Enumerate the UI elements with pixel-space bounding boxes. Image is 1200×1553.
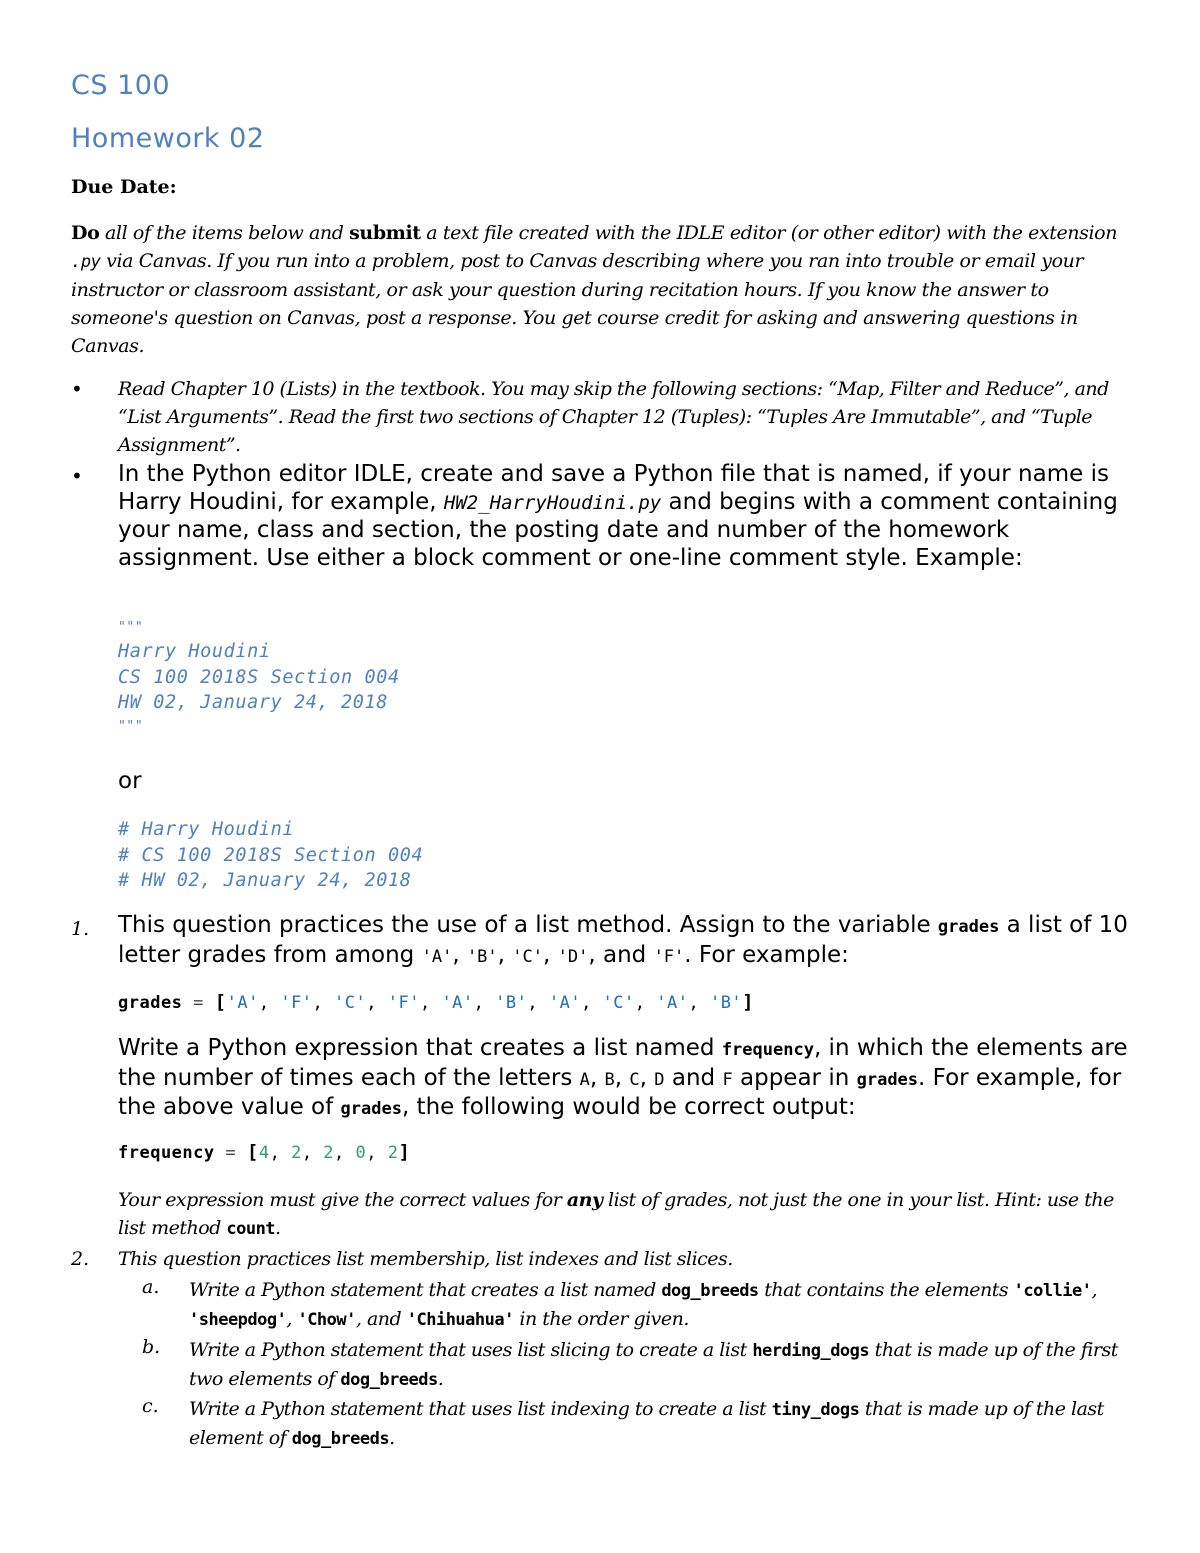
- course-title: CS 100: [71, 70, 171, 101]
- q2-part-c: Write a Python statement that uses list indexing to create a list tiny_dogs that is made up of the last element of dog_breeds.: [189, 1398, 1104, 1449]
- frequency-value: 4: [258, 1143, 270, 1163]
- frequency-value: 2: [291, 1143, 302, 1163]
- q2-part-a: Write a Python statement that creates a list named dog_breeds that contains the elements 'collie', 'sheepdog', 'Chow', and 'Chihuahua' in the order given.: [189, 1279, 1098, 1330]
- grade-value: 'A': [441, 993, 474, 1013]
- line-comment-example: # Harry Houdini # CS 100 2018S Section 004 # HW 02, January 24, 2018: [118, 819, 424, 891]
- q2-part-b: Write a Python statement that uses list slicing to create a list herding_dogs that is made up of the first two elements of dog_breeds.: [189, 1339, 1118, 1390]
- grade-value: 'B': [709, 993, 743, 1013]
- q2-intro: This question practices list membership, list indexes and list slices.: [118, 1248, 733, 1270]
- frequency-value: 2: [387, 1143, 399, 1163]
- example-filename: HW2_HarryHoudini.py: [443, 491, 662, 514]
- or-label: or: [118, 768, 142, 794]
- py-extension: .py: [71, 252, 101, 272]
- frequency-value: 0: [355, 1143, 367, 1163]
- bullet-marker: •: [71, 464, 83, 488]
- grade-value: 'B': [495, 993, 528, 1013]
- q1-note: Your expression must give the correct values for any list of grades, not just the one in your list. Hint: use the list method count.: [118, 1189, 1114, 1239]
- grades-code-line: grades = ['A', 'F', 'C', 'F', 'A', 'B', 'A', 'C', 'A', 'B']: [118, 991, 755, 1013]
- due-date-label: Due Date:: [71, 176, 177, 198]
- grade-value: 'A': [656, 993, 689, 1013]
- bullet-marker: •: [71, 377, 83, 401]
- grade-value: 'F': [387, 993, 420, 1013]
- grade-value: 'A': [226, 993, 259, 1013]
- q1-intro: This question practices the use of a list method. Assign to the variable grades a list of 10 letter grades from among 'A', 'B', 'C', 'D', and 'F'. For example:: [118, 912, 1128, 968]
- intro-paragraph: Do all of the items below and submit a text file created with the IDLE editor (or other editor) with the extension .py via Canvas. If you run into a problem, post to Canvas describing where you ran into trouble or email your instructor or classroom assistant, or ask your question during recitation hours. If you know the answer to someone's question on Canvas, post a response. You get course credit for asking and answering questions in Canvas.: [71, 222, 1118, 357]
- grade-value: 'F': [280, 993, 313, 1013]
- homework-title: Homework 02: [71, 123, 265, 154]
- do-word: Do: [71, 222, 100, 244]
- question-number: 2.: [71, 1248, 90, 1270]
- question-number: 1.: [71, 918, 90, 940]
- q1-frequency-prompt: Write a Python expression that creates a list named frequency, in which the elements are the number of times each of the letters A, B, C, D and F appear in grades. For example, for the above value of grades, the following would be correct output:: [118, 1035, 1128, 1120]
- sub-item-marker: b.: [142, 1336, 161, 1358]
- sub-item-marker: a.: [142, 1276, 160, 1298]
- bullet-reading: Read Chapter 10 (Lists) in the textbook. You may skip the following sections: “Map, Filter and Reduce”, and “List Arguments”. Read the first two sections of Chapter 12 (Tuples): “Tuples Are Immutable”, and “Tuple Assignment”.: [118, 378, 1109, 456]
- grade-value: 'A': [548, 993, 582, 1013]
- sub-item-marker: c.: [142, 1395, 159, 1417]
- bullet-create-file: In the Python editor IDLE, create and save a Python file that is named, if your name is Harry Houdini, for example, HW2_HarryHoudini.py and begins with a comment containing your name, class and section, the posting date and number of the homework assignment. Use either a block comment or one-line comment style. Example:: [118, 461, 1118, 571]
- grade-value: 'C': [602, 993, 635, 1013]
- frequency-code-line: frequency = [4, 2, 2, 0, 2]: [118, 1141, 411, 1163]
- submit-word: submit: [349, 222, 421, 244]
- frequency-value: 2: [323, 1143, 335, 1163]
- block-comment-example: """ Harry Houdini CS 100 2018S Section 004 HW 02, January 24, 2018 """: [118, 620, 400, 734]
- grade-value: 'C': [334, 993, 367, 1013]
